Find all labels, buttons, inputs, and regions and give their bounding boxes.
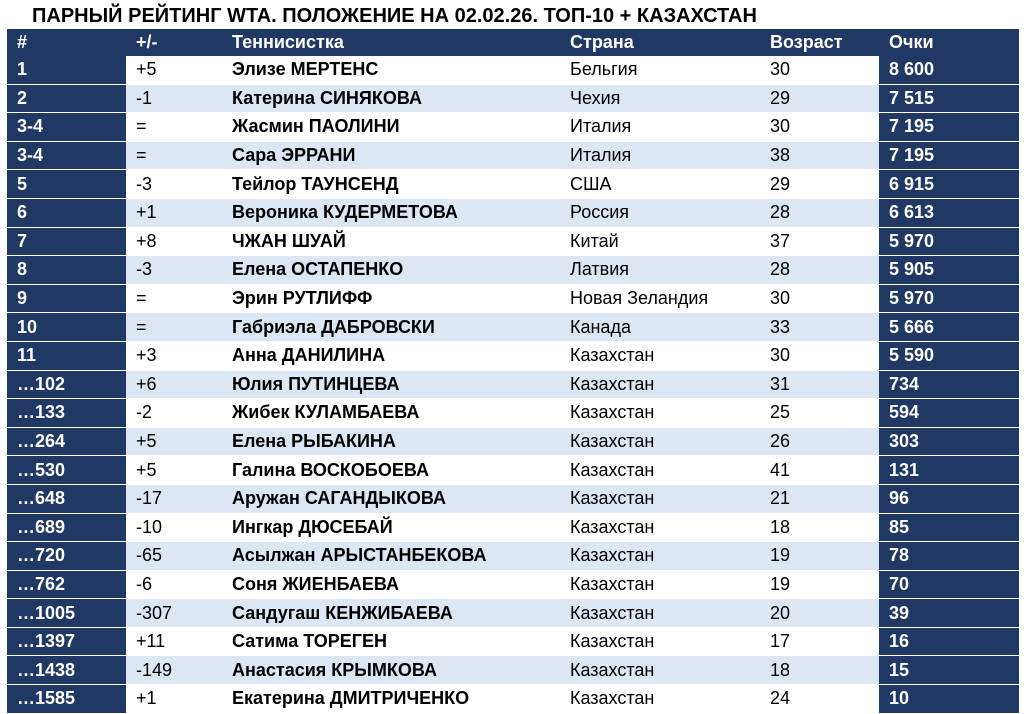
table-row <box>7 542 1019 571</box>
table-row <box>7 198 1019 227</box>
cell-change: = <box>126 284 222 313</box>
cell-rank: 3-4 <box>7 113 126 142</box>
table-row <box>7 141 1019 170</box>
cell-country: Казахстан <box>560 456 760 485</box>
table-row <box>7 313 1019 342</box>
table-row <box>7 84 1019 113</box>
cell-age: 24 <box>760 685 879 714</box>
cell-player: Асылжан АРЫСТАНБЕКОВА <box>222 542 560 571</box>
cell-age: 21 <box>760 484 879 513</box>
table-row <box>7 227 1019 256</box>
cell-player: Анна ДАНИЛИНА <box>222 341 560 370</box>
cell-country: Канада <box>560 313 760 342</box>
cell-player: Анастасия КРЫМКОВА <box>222 656 560 685</box>
cell-age: 25 <box>760 399 879 428</box>
table-row <box>7 599 1019 628</box>
cell-points: 594 <box>879 399 1019 428</box>
cell-age: 19 <box>760 542 879 571</box>
header-points: Очки <box>879 29 1019 56</box>
cell-change: +5 <box>126 456 222 485</box>
cell-age: 19 <box>760 570 879 599</box>
cell-player: Ингкар ДЮСЕБАЙ <box>222 513 560 542</box>
cell-country: Казахстан <box>560 656 760 685</box>
cell-player: Юлия ПУТИНЦЕВА <box>222 370 560 399</box>
cell-country: Чехия <box>560 84 760 113</box>
cell-player: Элизе МЕРТЕНС <box>222 56 560 84</box>
cell-points: 131 <box>879 456 1019 485</box>
table-row <box>7 370 1019 399</box>
cell-rank: …689 <box>7 513 126 542</box>
cell-country: Казахстан <box>560 685 760 714</box>
cell-points: 16 <box>879 627 1019 656</box>
cell-points: 7 195 <box>879 113 1019 142</box>
cell-rank: 11 <box>7 341 126 370</box>
cell-points: 96 <box>879 484 1019 513</box>
ranking-table <box>7 29 1019 714</box>
cell-age: 28 <box>760 198 879 227</box>
cell-country: Казахстан <box>560 370 760 399</box>
cell-change: +1 <box>126 685 222 714</box>
cell-rank: 3-4 <box>7 141 126 170</box>
cell-country: Казахстан <box>560 570 760 599</box>
cell-country: Казахстан <box>560 399 760 428</box>
cell-points: 70 <box>879 570 1019 599</box>
cell-points: 7 515 <box>879 84 1019 113</box>
cell-age: 31 <box>760 370 879 399</box>
cell-change: -65 <box>126 542 222 571</box>
table-row <box>7 427 1019 456</box>
cell-rank: 10 <box>7 313 126 342</box>
cell-rank: …762 <box>7 570 126 599</box>
cell-rank: 2 <box>7 84 126 113</box>
cell-country: Латвия <box>560 256 760 285</box>
cell-country: Италия <box>560 141 760 170</box>
cell-points: 7 195 <box>879 141 1019 170</box>
cell-age: 37 <box>760 227 879 256</box>
cell-age: 29 <box>760 84 879 113</box>
cell-age: 28 <box>760 256 879 285</box>
cell-rank: 1 <box>7 56 126 84</box>
cell-points: 6 915 <box>879 170 1019 199</box>
cell-change: +1 <box>126 198 222 227</box>
cell-player: Елена ОСТАПЕНКО <box>222 256 560 285</box>
cell-rank: …1438 <box>7 656 126 685</box>
cell-rank: …648 <box>7 484 126 513</box>
table-row <box>7 627 1019 656</box>
cell-country: Казахстан <box>560 484 760 513</box>
cell-points: 5 970 <box>879 284 1019 313</box>
cell-rank: …720 <box>7 542 126 571</box>
cell-points: 6 613 <box>879 198 1019 227</box>
cell-age: 41 <box>760 456 879 485</box>
cell-change: = <box>126 313 222 342</box>
cell-player: Сатима ТОРЕГЕН <box>222 627 560 656</box>
header-country: Страна <box>560 29 760 56</box>
table-row <box>7 456 1019 485</box>
table-row <box>7 341 1019 370</box>
table-body <box>7 56 1019 713</box>
cell-change: -1 <box>126 84 222 113</box>
cell-rank: …133 <box>7 399 126 428</box>
cell-change: +3 <box>126 341 222 370</box>
cell-points: 15 <box>879 656 1019 685</box>
cell-rank: 7 <box>7 227 126 256</box>
cell-country: Казахстан <box>560 542 760 571</box>
header-rank: # <box>7 29 126 56</box>
header-age: Возраст <box>760 29 879 56</box>
cell-player: Эрин РУТЛИФФ <box>222 284 560 313</box>
cell-points: 39 <box>879 599 1019 628</box>
cell-rank: …1005 <box>7 599 126 628</box>
table-row <box>7 570 1019 599</box>
cell-country: Казахстан <box>560 627 760 656</box>
table-row <box>7 513 1019 542</box>
cell-change: -6 <box>126 570 222 599</box>
table-row <box>7 56 1019 84</box>
cell-rank: 8 <box>7 256 126 285</box>
cell-player: Галина ВОСКОБОЕВА <box>222 456 560 485</box>
cell-player: Тейлор ТАУНСЕНД <box>222 170 560 199</box>
cell-points: 78 <box>879 542 1019 571</box>
cell-change: = <box>126 141 222 170</box>
cell-player: Катерина СИНЯКОВА <box>222 84 560 113</box>
cell-change: +11 <box>126 627 222 656</box>
cell-age: 33 <box>760 313 879 342</box>
cell-change: -2 <box>126 399 222 428</box>
cell-age: 18 <box>760 656 879 685</box>
cell-player: Вероника КУДЕРМЕТОВА <box>222 198 560 227</box>
cell-change: -307 <box>126 599 222 628</box>
cell-change: +8 <box>126 227 222 256</box>
header-change: +/- <box>126 29 222 56</box>
cell-country: Казахстан <box>560 341 760 370</box>
cell-change: -17 <box>126 484 222 513</box>
cell-country: Казахстан <box>560 427 760 456</box>
table-row <box>7 656 1019 685</box>
cell-age: 30 <box>760 113 879 142</box>
cell-points: 734 <box>879 370 1019 399</box>
cell-change: -10 <box>126 513 222 542</box>
header-player: Теннисистка <box>222 29 560 56</box>
cell-change: -149 <box>126 656 222 685</box>
cell-player: Екатерина ДМИТРИЧЕНКО <box>222 685 560 714</box>
cell-player: Габриэла ДАБРОВСКИ <box>222 313 560 342</box>
table-header-row <box>7 29 1019 56</box>
cell-points: 5 970 <box>879 227 1019 256</box>
cell-player: Аружан САГАНДЫКОВА <box>222 484 560 513</box>
cell-change: +5 <box>126 56 222 84</box>
cell-rank: …530 <box>7 456 126 485</box>
cell-points: 5 905 <box>879 256 1019 285</box>
cell-age: 29 <box>760 170 879 199</box>
table-row <box>7 170 1019 199</box>
cell-age: 38 <box>760 141 879 170</box>
cell-change: -3 <box>126 256 222 285</box>
cell-rank: …1585 <box>7 685 126 714</box>
cell-player: Соня ЖИЕНБАЕВА <box>222 570 560 599</box>
cell-age: 30 <box>760 341 879 370</box>
cell-country: Новая Зеландия <box>560 284 760 313</box>
cell-rank: …264 <box>7 427 126 456</box>
table-row <box>7 256 1019 285</box>
cell-age: 20 <box>760 599 879 628</box>
cell-points: 5 666 <box>879 313 1019 342</box>
cell-player: Сара ЭРРАНИ <box>222 141 560 170</box>
cell-change: +5 <box>126 427 222 456</box>
cell-age: 26 <box>760 427 879 456</box>
cell-country: Китай <box>560 227 760 256</box>
cell-points: 85 <box>879 513 1019 542</box>
table-row <box>7 484 1019 513</box>
cell-rank: …102 <box>7 370 126 399</box>
cell-rank: 9 <box>7 284 126 313</box>
cell-points: 8 600 <box>879 56 1019 84</box>
cell-age: 17 <box>760 627 879 656</box>
cell-country: Бельгия <box>560 56 760 84</box>
cell-change: -3 <box>126 170 222 199</box>
cell-rank: 6 <box>7 198 126 227</box>
table-row <box>7 284 1019 313</box>
cell-age: 30 <box>760 284 879 313</box>
cell-player: Жибек КУЛАМБАЕВА <box>222 399 560 428</box>
cell-rank: 5 <box>7 170 126 199</box>
cell-player: Сандугаш КЕНЖИБАЕВА <box>222 599 560 628</box>
ranking-table-container <box>7 29 1019 709</box>
cell-country: Италия <box>560 113 760 142</box>
cell-points: 10 <box>879 685 1019 714</box>
cell-age: 30 <box>760 56 879 84</box>
cell-country: Казахстан <box>560 513 760 542</box>
cell-points: 5 590 <box>879 341 1019 370</box>
cell-country: США <box>560 170 760 199</box>
cell-rank: …1397 <box>7 627 126 656</box>
cell-change: +6 <box>126 370 222 399</box>
cell-age: 18 <box>760 513 879 542</box>
table-row <box>7 685 1019 714</box>
table-row <box>7 399 1019 428</box>
cell-change: = <box>126 113 222 142</box>
table-row <box>7 113 1019 142</box>
cell-player: Жасмин ПАОЛИНИ <box>222 113 560 142</box>
cell-country: Казахстан <box>560 599 760 628</box>
cell-points: 303 <box>879 427 1019 456</box>
cell-player: ЧЖАН ШУАЙ <box>222 227 560 256</box>
cell-country: Россия <box>560 198 760 227</box>
page-title: ПАРНЫЙ РЕЙТИНГ WTA. ПОЛОЖЕНИЕ НА 02.02.26. ТОП-10 + КАЗАХСТАН <box>32 5 757 27</box>
cell-player: Елена РЫБАКИНА <box>222 427 560 456</box>
